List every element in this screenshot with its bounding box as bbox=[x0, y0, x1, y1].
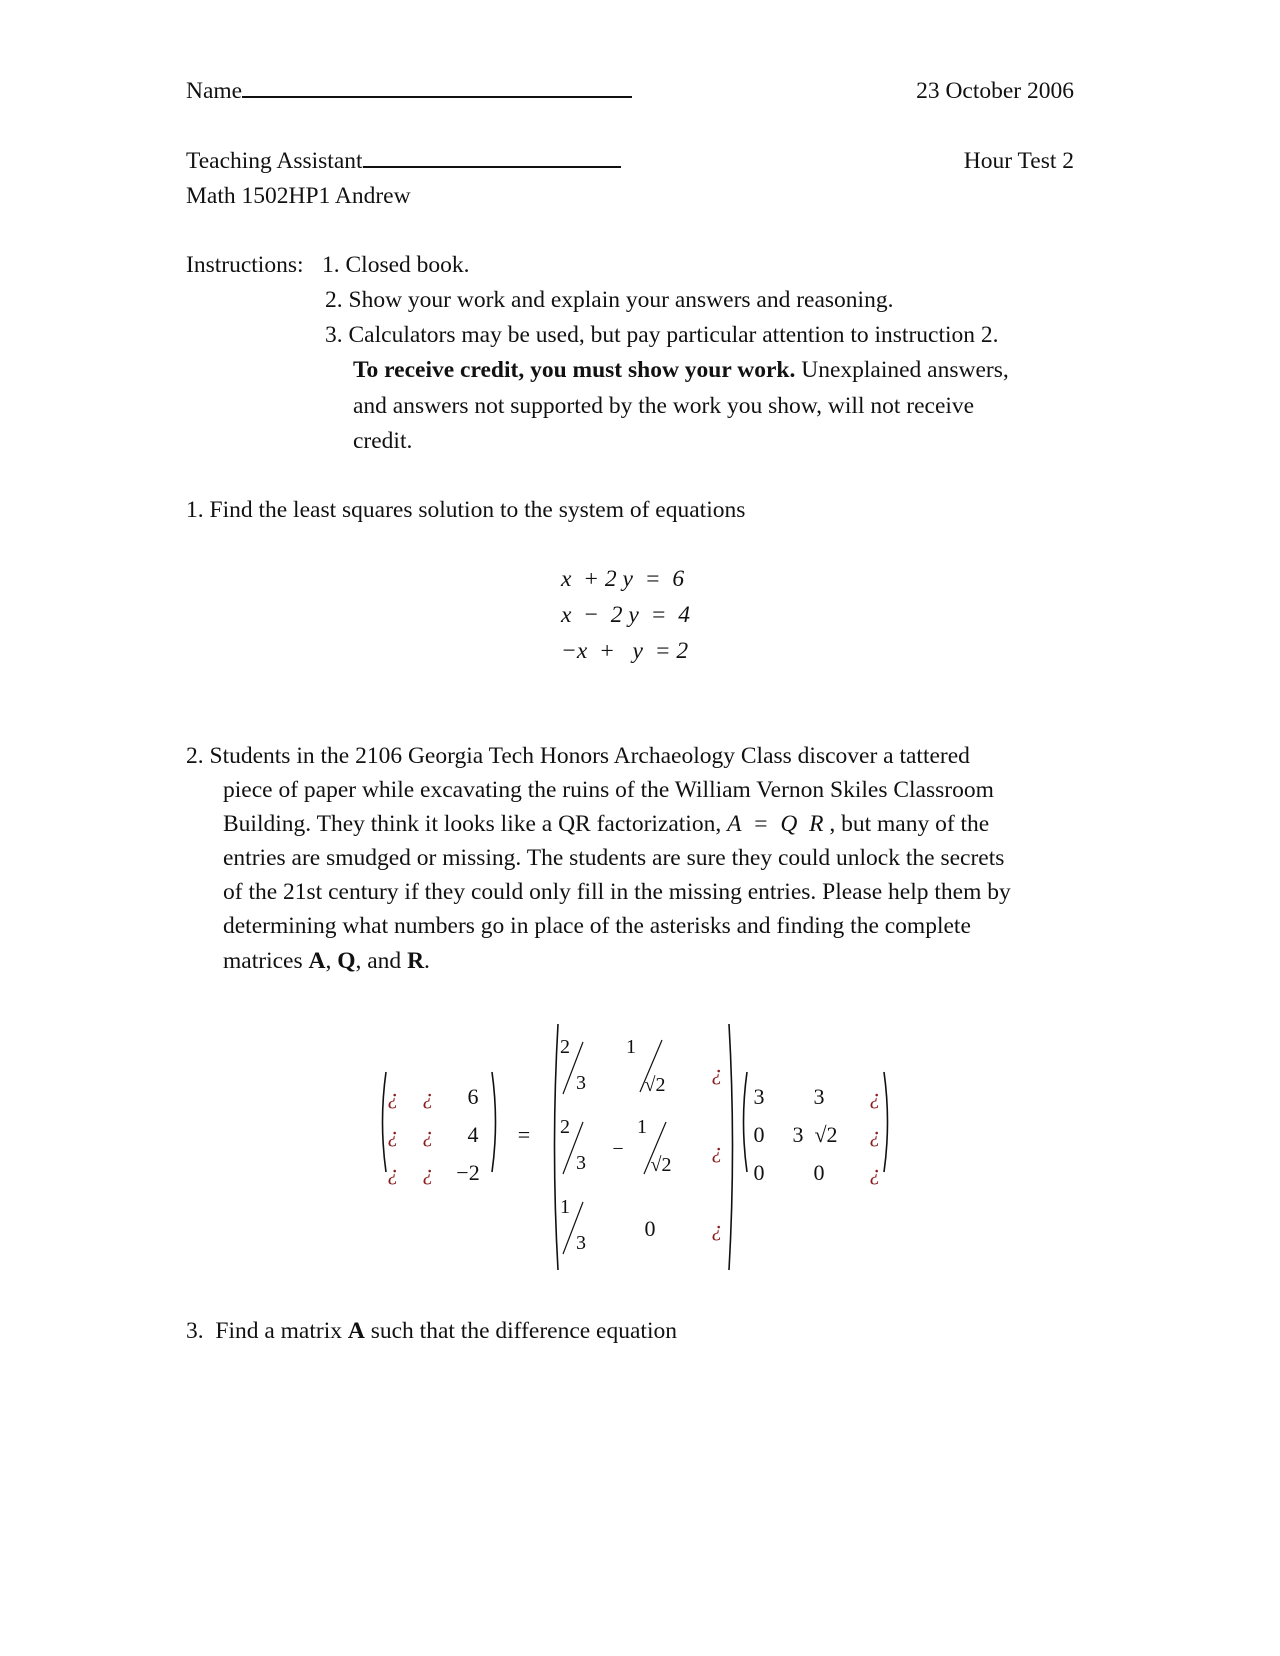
r32-entry: 0 bbox=[813, 1160, 825, 1185]
matrix-R-missing-2-3: ¿ bbox=[869, 1122, 881, 1147]
problem-2-line-2: piece of paper while excavating the ruins of the William Vernon Skiles Classroom bbox=[223, 777, 994, 803]
problem-3-bold-A: A bbox=[347, 1318, 365, 1344]
problem-2-line-3 bbox=[223, 811, 989, 838]
bold-R: R bbox=[407, 948, 425, 974]
instructions-label: Instructions: bbox=[186, 252, 304, 278]
matrix-Q-missing-3-3: ¿ bbox=[711, 1216, 723, 1241]
problem-1-text: 1. Find the least squares solution to the system of equations bbox=[186, 497, 746, 523]
matrix-Q-missing-1-3: ¿ bbox=[711, 1060, 723, 1085]
instruction-2: 2. Show your work and explain your answers and reasoning. bbox=[325, 287, 894, 313]
test-date: 23 October 2006 bbox=[916, 78, 1074, 104]
q11-numerator: 2 bbox=[560, 1036, 570, 1058]
q22-minus: − bbox=[612, 1138, 624, 1160]
r11-entry: 3 bbox=[753, 1084, 765, 1109]
q11-denominator: 3 bbox=[576, 1072, 586, 1094]
q32-entry: 0 bbox=[644, 1216, 656, 1241]
instruction-note-rest: Unexplained answers, bbox=[795, 357, 1009, 383]
matrix-R-left-bracket bbox=[739, 1070, 749, 1174]
r12-entry: 3 bbox=[813, 1084, 825, 1109]
q21-denominator: 3 bbox=[576, 1152, 586, 1174]
problem-2-line-1: 2. Students in the 2106 Georgia Tech Honors Archaeology Class discover a tattered bbox=[186, 743, 970, 769]
matrix-A-left-bracket bbox=[378, 1070, 388, 1174]
matrix-A-missing-3-2: ¿ bbox=[422, 1160, 434, 1185]
name-label: Name bbox=[186, 78, 243, 104]
text-and: , and bbox=[355, 948, 408, 974]
ta-blank-line bbox=[363, 166, 621, 168]
matrix-Q-right-bracket bbox=[727, 1022, 737, 1272]
problem-2-line-7 bbox=[223, 948, 430, 975]
matrix-A-missing-2-1: ¿ bbox=[387, 1122, 399, 1147]
ta-label: Teaching Assistant bbox=[186, 148, 363, 174]
instruction-note-line3: credit. bbox=[353, 428, 413, 454]
matrix-A-right-bracket bbox=[490, 1070, 500, 1174]
matrix-A-missing-1-2: ¿ bbox=[422, 1084, 434, 1109]
text-period: . bbox=[424, 948, 430, 974]
q31-numerator: 1 bbox=[560, 1196, 570, 1218]
text-comma: , bbox=[325, 948, 338, 974]
matrix-A-missing-1-1: ¿ bbox=[387, 1084, 399, 1109]
matrix-Q-left-bracket bbox=[550, 1022, 560, 1272]
q22-numerator: 1 bbox=[637, 1116, 647, 1138]
problem-2-line-3-tail: , but many of the bbox=[823, 811, 990, 837]
r31-entry: 0 bbox=[753, 1160, 765, 1185]
matrix-A-missing-3-1: ¿ bbox=[387, 1160, 399, 1185]
ta-field bbox=[186, 148, 621, 175]
bold-Q: Q bbox=[337, 948, 356, 974]
name-field bbox=[186, 78, 632, 105]
course-info: Math 1502HP1 Andrew bbox=[186, 183, 411, 209]
instruction-1: 1. Closed book. bbox=[322, 252, 470, 278]
q12-numerator: 1 bbox=[626, 1036, 636, 1058]
problem-3-text bbox=[186, 1318, 677, 1345]
instruction-note-bold: To receive credit, you must show your work. bbox=[353, 357, 796, 383]
matrix-A-entry-3-3: −2 bbox=[456, 1160, 480, 1185]
equals-sign: = bbox=[517, 1122, 531, 1147]
qr-equation-inline: A = Q R bbox=[727, 811, 824, 837]
matrix-A-missing-2-2: ¿ bbox=[422, 1122, 434, 1147]
q21-numerator: 2 bbox=[560, 1116, 570, 1138]
name-blank-line bbox=[242, 96, 632, 98]
problem-2-line-3-text: Building. They think it looks like a QR factorization, bbox=[223, 811, 722, 837]
matrix-R-right-bracket bbox=[882, 1070, 892, 1174]
problem-1-equation-3: −x + y = 2 bbox=[561, 638, 689, 664]
problem-2-line-6: determining what numbers go in place of the asterisks and finding the complete bbox=[223, 913, 971, 939]
problem-1-equation-2: x − 2 y = 4 bbox=[561, 602, 690, 628]
matrix-A-entry-1-3: 6 bbox=[467, 1084, 479, 1109]
matrix-A-entry-2-3: 4 bbox=[467, 1122, 479, 1147]
q31-denominator: 3 bbox=[576, 1232, 586, 1254]
test-title: Hour Test 2 bbox=[963, 148, 1074, 174]
problem-2-line-5: of the 21st century if they could only fill in the missing entries. Please help them by bbox=[223, 879, 1011, 905]
instruction-3: 3. Calculators may be used, but pay particular attention to instruction 2. bbox=[325, 322, 999, 348]
matrix-Q-missing-2-3: ¿ bbox=[711, 1138, 723, 1163]
bold-A: A bbox=[308, 948, 326, 974]
problem-1-equation-1: x + 2 y = 6 bbox=[561, 566, 685, 592]
matrix-R-missing-3-3: ¿ bbox=[869, 1160, 881, 1185]
instruction-note-line2: and answers not supported by the work you show, will not receive bbox=[353, 393, 975, 419]
q22-denominator: √2 bbox=[650, 1154, 672, 1176]
text-matrices: matrices bbox=[223, 948, 309, 974]
problem-3-text-after: such that the difference equation bbox=[364, 1318, 677, 1344]
q12-denominator: √2 bbox=[644, 1074, 666, 1096]
r22-sqrt: √2 bbox=[814, 1122, 838, 1147]
matrix-R-missing-1-3: ¿ bbox=[869, 1084, 881, 1109]
instruction-note bbox=[353, 357, 1009, 384]
r22-coefficient: 3 bbox=[792, 1122, 804, 1147]
r21-entry: 0 bbox=[753, 1122, 765, 1147]
problem-2-line-4: entries are smudged or missing. The students are sure they could unlock the secrets bbox=[223, 845, 1005, 871]
problem-3-text-before: 3. Find a matrix bbox=[186, 1318, 348, 1344]
